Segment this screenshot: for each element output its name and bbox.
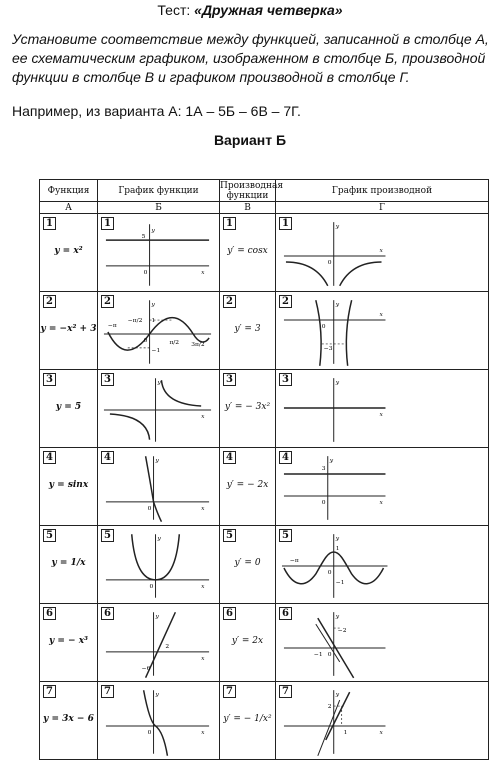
svg-text:0: 0	[147, 504, 152, 512]
row-number: 6	[43, 607, 56, 620]
graph-constant-three	[276, 448, 488, 525]
cell-derivative-graph	[276, 604, 489, 682]
svg-text:x: x	[379, 410, 383, 418]
svg-text:−6: −6	[141, 664, 151, 672]
letter-v: В	[220, 202, 276, 214]
svg-text:0: 0	[327, 258, 332, 266]
graph-line-function	[98, 604, 219, 681]
header-function: Функция	[40, 180, 98, 202]
cell-derivative-graph	[276, 682, 489, 760]
svg-text:y: y	[335, 691, 340, 699]
row-number: 7	[101, 685, 114, 698]
svg-text:x: x	[379, 728, 383, 736]
derivative-formula: y′ = − 2x	[226, 480, 269, 490]
svg-text:y: y	[335, 613, 340, 621]
svg-text:π/2: π/2	[169, 338, 180, 346]
svg-text:x: x	[379, 247, 383, 255]
svg-text:1: 1	[335, 545, 340, 553]
cell-derivative	[220, 370, 276, 448]
graph-neg-inverse-square	[276, 214, 488, 291]
row-number: 2	[279, 295, 292, 308]
cell-function-graph	[98, 214, 220, 292]
svg-text:x: x	[201, 582, 205, 590]
svg-text:y: y	[329, 457, 334, 465]
row-number: 4	[279, 451, 292, 464]
svg-text:y: y	[155, 613, 159, 621]
row-number: 5	[43, 529, 56, 542]
svg-text:x: x	[201, 728, 205, 736]
cell-derivative-graph	[276, 526, 489, 604]
cell-function-graph	[98, 682, 220, 760]
svg-text:−1: −1	[151, 346, 161, 354]
svg-text:y: y	[335, 379, 340, 387]
derivative-formula: y′ = 3	[234, 324, 261, 334]
title-prefix: Тест:	[157, 2, 191, 18]
derivative-formula: y′ = 0	[234, 558, 261, 568]
svg-text:y: y	[151, 301, 155, 309]
table-row	[40, 292, 489, 370]
instruction-text: Установите соответствие между функцией, записанной в столбце А, ее схематическим графиком, изображенном в столбце Б, производной функции в столбце В и графиком производной в столбце Г.	[12, 31, 489, 85]
svg-text:x: x	[201, 504, 205, 512]
row-number: 6	[223, 607, 236, 620]
letter-b: Б	[98, 202, 220, 214]
page-title	[0, 2, 500, 18]
function-formula: y = − x³	[48, 636, 89, 646]
svg-text:y: y	[155, 457, 159, 465]
cell-derivative	[220, 292, 276, 370]
cell-derivative	[220, 604, 276, 682]
cell-derivative-graph	[276, 214, 489, 292]
svg-text:x: x	[201, 412, 205, 420]
row-number: 3	[223, 373, 236, 386]
svg-text:3π/2: 3π/2	[191, 340, 205, 348]
svg-text:x: x	[379, 311, 383, 319]
cell-function	[40, 682, 98, 760]
row-number: 1	[279, 217, 292, 230]
row-number: 7	[279, 685, 292, 698]
variant-heading: Вариант Б	[213, 132, 287, 148]
cell-derivative	[220, 526, 276, 604]
svg-text:1: 1	[151, 317, 156, 325]
svg-text:0: 0	[327, 568, 332, 576]
cell-function	[40, 214, 98, 292]
row-number: 3	[279, 373, 292, 386]
function-formula: y = 5	[55, 402, 82, 412]
cell-derivative-graph	[276, 448, 489, 526]
row-number: 3	[43, 373, 56, 386]
header-derivative: Производная функции	[220, 180, 284, 201]
example-text: Например, из варианта А: 1А – 5Б – 6В – 7Г.	[12, 103, 301, 119]
cell-function-graph	[98, 604, 220, 682]
svg-text:0: 0	[143, 336, 148, 344]
row-number: 7	[223, 685, 236, 698]
graph-cosine	[276, 526, 488, 603]
graph-pos-line	[276, 682, 488, 759]
svg-text:y: y	[335, 301, 340, 309]
graph-sine-curve	[98, 682, 219, 759]
svg-text:−π: −π	[289, 557, 299, 565]
row-number: 3	[101, 373, 114, 386]
svg-text:2: 2	[327, 703, 332, 711]
cell-function-graph	[98, 448, 220, 526]
cell-function	[40, 526, 98, 604]
table-row	[40, 214, 489, 292]
svg-text:−π: −π	[107, 322, 117, 330]
row-number: 5	[279, 529, 292, 542]
row-number: 2	[223, 295, 236, 308]
svg-text:y: y	[157, 535, 161, 543]
row-number: 5	[223, 529, 236, 542]
cell-function-graph	[98, 292, 220, 370]
row-number: 1	[223, 217, 236, 230]
cell-derivative	[220, 214, 276, 292]
graph-parabola	[98, 526, 219, 603]
row-number: 4	[223, 451, 236, 464]
row-number: 1	[101, 217, 114, 230]
graph-constant-function	[98, 214, 219, 291]
cell-function-graph	[98, 526, 220, 604]
cell-derivative	[220, 448, 276, 526]
graph-neg-cubic	[276, 292, 488, 369]
value-label: 5	[141, 233, 146, 241]
svg-text:y: y	[155, 691, 159, 699]
svg-text:−1: −1	[335, 578, 345, 586]
axis-y-label: y	[151, 227, 155, 235]
graph-neg-cubic-function	[98, 448, 219, 525]
cell-function	[40, 370, 98, 448]
cell-function	[40, 292, 98, 370]
row-number: 4	[43, 451, 56, 464]
table-row	[40, 604, 489, 682]
svg-text:y: y	[335, 535, 340, 543]
row-number: 6	[101, 607, 114, 620]
axis-x-label: x	[201, 268, 205, 276]
row-number: 6	[279, 607, 292, 620]
row-number: 5	[101, 529, 114, 542]
svg-text:0: 0	[327, 650, 332, 658]
function-formula: y = sinx	[48, 480, 89, 490]
row-number: 7	[43, 685, 56, 698]
graph-neg-line	[276, 604, 488, 681]
cell-function	[40, 604, 98, 682]
svg-text:−3: −3	[323, 344, 333, 352]
graph-zero-line	[276, 370, 488, 447]
cell-function	[40, 448, 98, 526]
row-number: 2	[43, 295, 56, 308]
svg-text:0: 0	[147, 728, 152, 736]
table-row	[40, 682, 489, 760]
header-function-graph: График функции	[98, 180, 220, 202]
svg-text:y: y	[157, 379, 161, 387]
matching-table	[39, 179, 489, 760]
header-derivative-graph: График производной	[276, 180, 489, 202]
svg-text:0: 0	[149, 582, 154, 590]
svg-text:1: 1	[343, 728, 348, 736]
function-formula: y = x²	[54, 246, 83, 256]
letter-a: А	[40, 202, 98, 214]
row-number: 2	[101, 295, 114, 308]
derivative-formula: y′ = − 3x²	[224, 402, 271, 412]
derivative-formula: y′ = cosx	[227, 246, 268, 256]
function-formula: y = 1/x	[51, 558, 86, 568]
cell-function-graph	[98, 370, 220, 448]
cell-derivative-graph	[276, 292, 489, 370]
svg-text:2: 2	[165, 642, 170, 650]
table-row	[40, 370, 489, 448]
cell-derivative-graph	[276, 370, 489, 448]
graph-hyperbola	[98, 370, 219, 447]
svg-text:−2: −2	[337, 627, 347, 635]
svg-text:y: y	[335, 223, 340, 231]
row-number: 4	[101, 451, 114, 464]
svg-text:−1: −1	[313, 650, 323, 658]
svg-text:x: x	[201, 654, 205, 662]
derivative-formula: y′ = 2x	[231, 636, 264, 646]
graph-sine-function	[98, 292, 219, 369]
function-formula: y = −x² + 3	[40, 324, 97, 334]
derivative-formula: y′ = − 1/x²	[223, 714, 272, 724]
cell-derivative	[220, 682, 276, 760]
origin-label: 0	[143, 268, 148, 276]
svg-text:x: x	[379, 498, 383, 506]
svg-text:−π/2: −π/2	[127, 317, 143, 325]
row-number: 1	[43, 217, 56, 230]
svg-text:0: 0	[321, 498, 326, 506]
letter-g: Г	[276, 202, 489, 214]
title-name: «Дружная четверка»	[194, 2, 343, 18]
table-row	[40, 448, 489, 526]
function-formula: y = 3x − 6	[43, 714, 94, 724]
svg-text:3: 3	[321, 465, 326, 473]
svg-text:0: 0	[321, 323, 326, 331]
table-row	[40, 526, 489, 604]
